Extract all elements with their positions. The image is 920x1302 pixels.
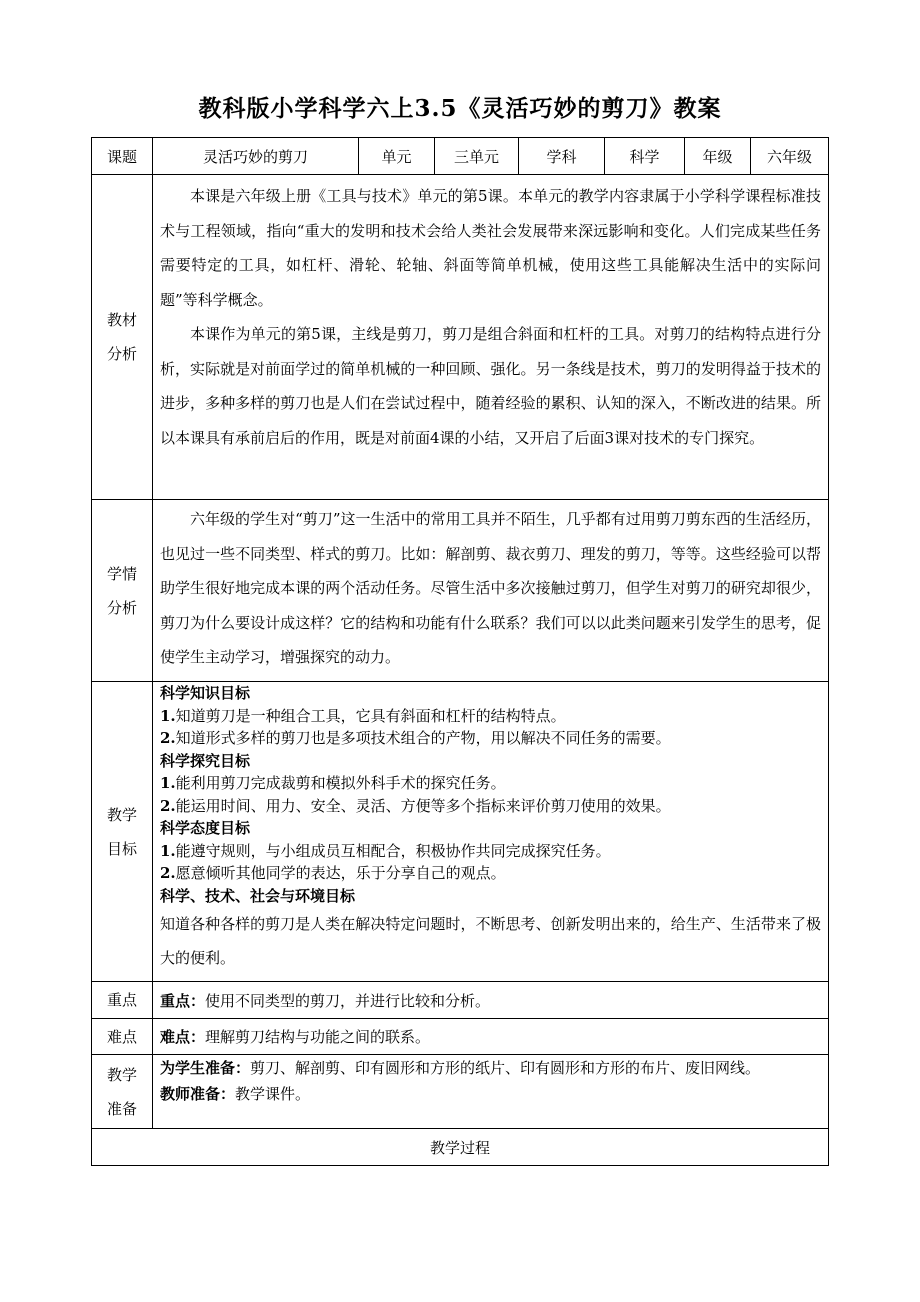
subject-label: 学科 — [519, 138, 605, 174]
subject-value: 科学 — [605, 138, 685, 174]
difficulty-text: 理解剪刀结构与功能之间的联系。 — [205, 1028, 431, 1046]
student-analysis-row — [91, 499, 829, 682]
sts-text: 知道各种各样的剪刀是人类在解决特定问题时，不断思考、创新发明出来的，给生产、生活带来了极大的便利。 — [160, 915, 821, 967]
preparation-content — [153, 1055, 828, 1128]
difficulty-prefix: 难点： — [160, 1028, 206, 1046]
teaching-goals-row — [91, 681, 829, 982]
student-paragraph: 六年级的学生对“剪刀”这一生活中的常用工具并不陌生，几乎都有过用剪刀剪东西的生活经历，也见过一些不同类型、样式的剪刀。比如：解剖剪、裁衣剪刀、理发的剪刀，等等。这些经验可以帮助学生很好地完成本课的两个活动任务。尽管生活中多次接触过剪刀，但学生对剪刀的研究却很少，剪刀为什么要设计成这样？它的结构和功能有什么联系？我们可以以此类问题来引发学生的思考，促使学生主动学习，增强探究的动力。 — [160, 510, 821, 666]
teaching-goals-label-line1: 教学 — [106, 805, 137, 824]
key-point-label: 重点 — [92, 982, 153, 1018]
goal-text: 能利用剪刀完成裁剪和模拟外科手术的探究任务。 — [175, 774, 506, 792]
sts-heading: 科学、技术、社会与环境目标 — [160, 886, 356, 905]
goal-item — [160, 862, 821, 885]
goal-number: 1. — [160, 841, 176, 860]
key-point-content — [153, 982, 828, 1018]
teaching-goals-label — [92, 682, 153, 981]
header-row — [91, 137, 829, 175]
grade-value: 六年级 — [766, 147, 812, 166]
goal-text: 能遵守规则，与小组成员互相配合，积极协作共同完成探究任务。 — [175, 841, 611, 860]
difficulty-label: 难点 — [92, 1019, 153, 1054]
goal-number: 1. — [160, 706, 176, 725]
goal-text: 知道剪刀是一种组合工具，它具有斜面和杠杆的结构特点。 — [175, 706, 566, 725]
student-analysis-content — [153, 500, 828, 681]
material-analysis-label — [92, 175, 153, 499]
material-paragraph: 本课作为单元的第5课，主线是剪刀，剪刀是组合斜面和杠杆的工具。对剪刀的结构特点进行分析，实际就是对前面学过的简单机械的一种回顾、强化。另一条线是技术，剪刀的发明得益于技术的进步，多种多样的剪刀也是人们在尝试过程中，随着经验的累积、认知的深入，不断改进的结果。所以本课具有承前启后的作用，既是对前面4课的小结，又开启了后面3课对技术的专门探究。 — [160, 325, 821, 447]
student-analysis-label — [92, 500, 153, 681]
teacher-preparation-text: 教学课件。 — [235, 1085, 311, 1103]
goal-item — [160, 705, 821, 728]
goal-item — [160, 795, 821, 818]
preparation-label — [92, 1055, 153, 1128]
preparation-label-line1: 教学 — [106, 1065, 137, 1084]
unit-label: 单元 — [359, 138, 435, 174]
teaching-goals-content — [153, 682, 828, 981]
student-preparation — [160, 1055, 821, 1081]
topic-label: 课题 — [92, 138, 153, 174]
key-point-text: 使用不同类型的剪刀，并进行比较和分析。 — [205, 991, 491, 1010]
goal-number: 1. — [160, 774, 176, 792]
goal-item — [160, 727, 821, 750]
knowledge-heading: 科学知识目标 — [160, 684, 251, 702]
material-paragraph: 本课是六年级上册《工具与技术》单元的第5课。本单元的教学内容隶属于小学科学课程标准技术与工程领域，指向“重大的发明和技术会给人类社会发展带来深远影响和变化。人们完成某些任务需要特定的工具，如杠杆、滑轮、轮轴、斜面等简单机械，使用这些工具能解决生活中的实际问题”等科学概念。 — [160, 187, 821, 309]
goal-text: 知道形式多样的剪刀也是多项技术组合的产物，用以解决不同任务的需要。 — [175, 729, 671, 747]
difficulty-row — [91, 1018, 829, 1055]
material-analysis-label-line2: 分析 — [106, 345, 137, 363]
teacher-preparation — [160, 1081, 821, 1107]
inquiry-heading: 科学探究目标 — [160, 751, 251, 770]
goal-text: 愿意倾听其他同学的表达，乐于分享自己的观点。 — [175, 864, 506, 882]
goal-item — [160, 840, 821, 863]
topic-value: 灵活巧妙的剪刀 — [153, 138, 359, 174]
goal-number: 2. — [160, 796, 176, 815]
student-analysis-label-line1: 学情 — [106, 564, 137, 583]
teaching-process-heading: 教学过程 — [91, 1128, 829, 1166]
goal-number: 2. — [160, 864, 176, 882]
goal-text: 能运用时间、用力、安全、灵活、方便等多个指标来评价剪刀使用的效果。 — [175, 796, 671, 815]
preparation-label-line2: 准备 — [106, 1099, 137, 1118]
key-point-prefix: 重点： — [160, 991, 206, 1010]
preparation-row — [91, 1054, 829, 1129]
unit-value: 三单元 — [435, 138, 519, 174]
material-analysis-label-line1: 教材 — [106, 311, 137, 329]
difficulty-content — [153, 1019, 828, 1054]
material-analysis-content — [153, 175, 828, 499]
teaching-goals-label-line2: 目标 — [106, 839, 137, 858]
attitude-heading: 科学态度目标 — [160, 819, 251, 837]
goal-number: 2. — [160, 729, 176, 747]
student-preparation-prefix: 为学生准备： — [160, 1059, 251, 1077]
teacher-preparation-prefix: 教师准备： — [160, 1085, 236, 1103]
key-point-row — [91, 981, 829, 1019]
document-title: 教科版小学科学六上3.5《灵活巧妙的剪刀》教案 — [198, 95, 722, 122]
student-analysis-label-line2: 分析 — [106, 598, 137, 617]
student-preparation-text: 剪刀、解剖剪、印有圆形和方形的纸片、印有圆形和方形的布片、废旧网线。 — [250, 1059, 761, 1077]
grade-label: 年级 — [685, 138, 751, 174]
material-analysis-row — [91, 174, 829, 500]
goal-item — [160, 772, 821, 795]
